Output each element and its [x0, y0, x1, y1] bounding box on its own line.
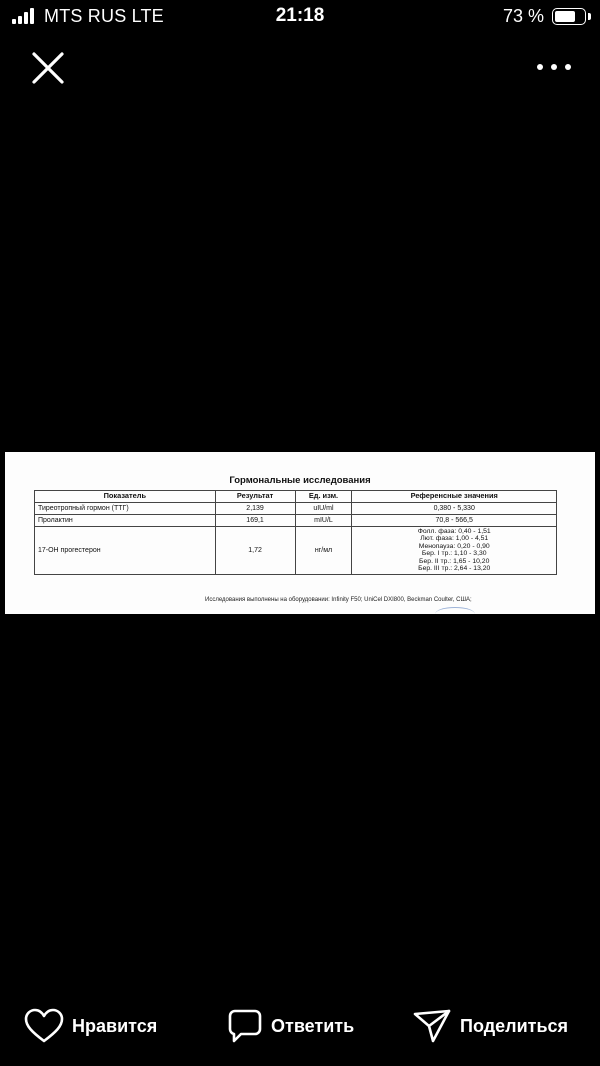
test-result: 2,139: [215, 503, 295, 515]
share-label: Поделиться: [460, 1015, 569, 1036]
test-unit: uIU/ml: [295, 503, 352, 515]
like-label: Нравится: [72, 1015, 158, 1036]
signal-strength-icon: [12, 8, 38, 24]
close-icon: [28, 48, 68, 88]
stamp-edge: [435, 607, 475, 614]
reference-line: Бер. I тр.: 1,10 - 3,30: [421, 550, 487, 558]
table-header-row: [35, 491, 557, 503]
document-title: Гормональные исследования: [229, 475, 371, 486]
column-header: Показатель: [35, 491, 216, 503]
reference-line: Бер. II тр.: 1,65 - 10,20: [419, 557, 490, 565]
carrier-label: MTS RUS LTE: [44, 6, 164, 26]
reply-label: Ответить: [271, 1015, 355, 1036]
status-bar: [0, 0, 600, 34]
like-button[interactable]: [24, 1004, 157, 1048]
attached-photo[interactable]: [5, 452, 595, 614]
reference-line: Менопауза: 0,20 - 0,90: [418, 542, 490, 550]
clock: 21:18: [275, 5, 325, 26]
test-unit: нг/мл: [295, 527, 352, 575]
close-button[interactable]: [28, 48, 68, 88]
column-header: Референсные значения: [352, 491, 557, 503]
table-row: [35, 503, 557, 515]
heart-icon: [24, 1008, 64, 1044]
reference-line: Фолл. фаза: 0,40 - 1,51: [417, 528, 491, 535]
more-dots-icon: [532, 52, 576, 82]
battery-percent: 73 %: [502, 6, 544, 26]
bottom-action-bar: [0, 1004, 600, 1048]
test-unit: mIU/L: [295, 515, 352, 527]
equipment-footnote: Исследования выполнены на оборудовании: Infinity F50; UniCel DXI800, Beckman Coulter, США;: [205, 597, 472, 603]
battery-icon: [552, 8, 586, 25]
battery-cap: [588, 13, 591, 20]
column-header: Ед. изм.: [295, 491, 352, 503]
reply-button[interactable]: [227, 1004, 354, 1048]
test-result: 169,1: [215, 515, 295, 527]
test-name: Тиреотропный гормон (ТТГ): [35, 503, 216, 515]
test-result: 1,72: [215, 527, 295, 575]
send-icon: [412, 1008, 452, 1044]
reference-line: Бер. III тр.: 2,64 - 13,20: [418, 565, 491, 573]
table-row: [35, 527, 557, 575]
test-reference: 0,380 - 5,330: [352, 503, 557, 515]
test-name: 17-ОН прогестерон: [35, 527, 216, 575]
test-name: Пролактин: [35, 515, 216, 527]
test-reference-list: [352, 527, 557, 575]
table-row: [35, 515, 557, 527]
comment-icon: [227, 1008, 263, 1044]
more-options-button[interactable]: [532, 52, 576, 82]
column-header: Результат: [215, 491, 295, 503]
lab-results-table: [34, 490, 557, 575]
share-button[interactable]: [412, 1004, 568, 1048]
reference-line: Лют. фаза: 1,00 - 4,51: [420, 535, 489, 543]
test-reference: 70,8 - 566,5: [352, 515, 557, 527]
battery-fill: [555, 11, 575, 22]
